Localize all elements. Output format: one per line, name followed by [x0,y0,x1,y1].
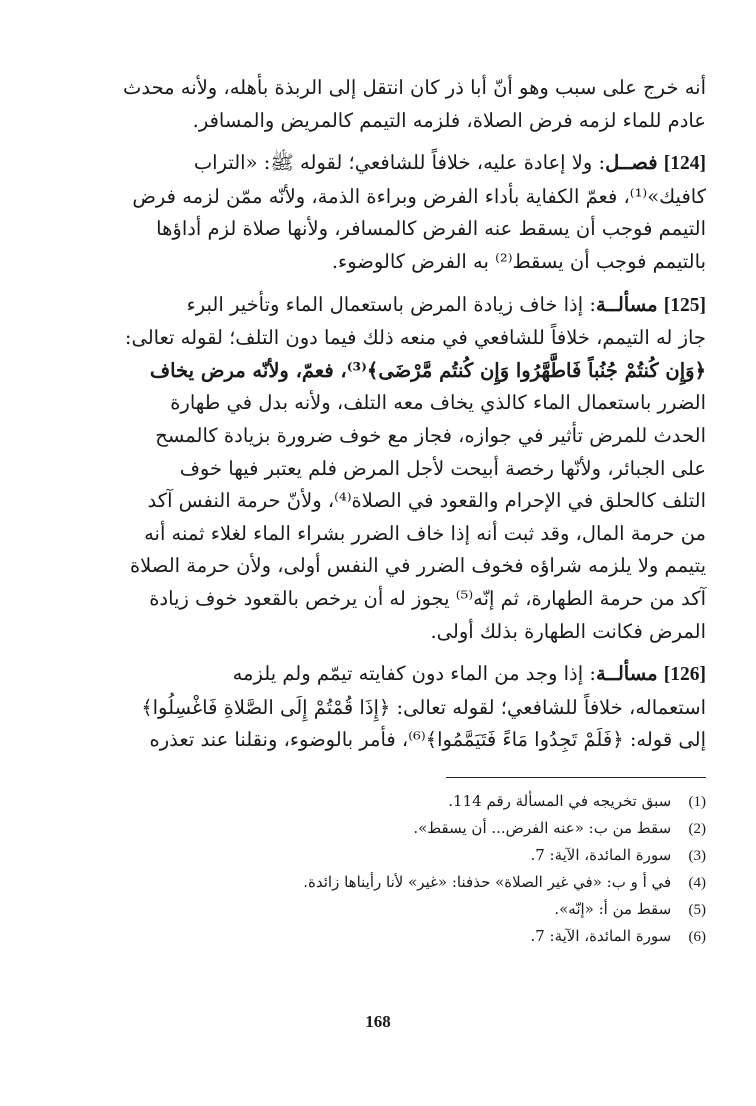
text-line: يتيمم ولا يلزمه شراؤه فخوف الضرر في النفس أولى، ولأن حرمة الصلاة [129,554,706,578]
footnote-text: في أ و ب: «في غير الصلاة» حذفنا: «غير» لأنا رأيناها زائدة. [303,872,672,891]
text-line: إلى قوله: ﴿فَلَمْ تَجِدُوا مَاءً فَتَيَمَّمُوا﴾⁽⁶⁾، فأمر بالوضوء، ونقلنا عند تعذره [149,728,706,752]
footnote [70,842,706,869]
text-segment: : إذا خاف زيادة المرض باستعمال الماء وتأخير البرء [186,292,596,316]
text-line: من حرمة المال، وقد ثبت أنه إذا خاف الضرر بشراء الماء لغلاء ثمنه أنه [144,521,706,545]
footnote [70,923,706,950]
text-line: على الجبائر، ولأنّها رخصة أبيحت لأجل المرض فلم يعتبر فيها خوف [179,456,706,480]
footnote [70,896,706,923]
quran-verse-line: ﴿وَإِن كُنتُمْ جُنُباً فَاطَّهَّرُوا وَإِن كُنتُم مَّرْضَى﴾⁽³⁾، فعمّ، ولأنّه مرض يخاف [149,358,706,382]
footnote-number: (5) [688,901,706,918]
main-text [70,72,706,757]
text-segment: : إذا وجد من الماء دون كفايته تيمّم ولم يلزمه [232,662,596,686]
paragraph-124 [70,147,706,278]
footnote-text: سورة المائدة، الآية: 7. [530,845,672,864]
footnote-text: سقط من ب: «عنه الفرض... أن يسقط». [413,818,672,837]
text-line: بالتيمم فوجب أن يسقط⁽²⁾ به الفرض كالوضوء. [331,249,706,273]
section-heading: فصــل [605,151,658,175]
footnote-divider [446,777,706,778]
text-line: التيمم فوجب أن يسقط عنه الفرض كالمسافر، ولأنها صلاة لزم أداؤها [156,217,706,241]
text-line: جاز له التيمم، خلافاً للشافعي في منعه ذلك فيما دون التلف؛ لقوله تعالى: [124,326,706,350]
issue-number: [125] [663,294,706,316]
text-segment: : ولا إعادة عليه، خلافاً للشافعي؛ لقوله ﷺ: «التراب [193,151,606,175]
footnote-number: (3) [688,847,706,864]
footnote-number: (4) [688,874,706,891]
issue-number: [124] [663,153,706,175]
footnote [70,788,706,815]
footnote-text: سورة المائدة، الآية: 7. [530,926,672,945]
text-line: آكد من حرمة الطهارة، ثم إنّه⁽⁵⁾ يجوز له أن يرخص بالقعود خوف زيادة [149,586,706,610]
text-line: استعماله، خلافاً للشافعي؛ لقوله تعالى: ﴿إِذَا قُمْتُمْ إِلَى الصَّلاةِ فَاغْسِلُوا﴾ [141,695,706,719]
text-line: أنه خرج على سبب وهو أنّ أبا ذر كان انتقل إلى الربذة بأهله، ولأنه محدث [122,76,706,99]
page-number: 168 [365,1012,391,1031]
footnote-number: (1) [688,793,706,810]
issue-number: [126] [663,664,706,686]
paragraph-1 [70,72,706,137]
text-line: كافيك»⁽¹⁾، فعمّ الكفاية بأداء الفرض وبراءة الذمة، ولأنّه ممّن لزمه فرض [132,184,706,208]
text-line: المرض فكانت الطهارة بذلك أولى. [430,619,706,643]
text-line [70,147,706,181]
footnotes [70,788,706,950]
footnote-text: سقط من أ: «إنّه». [554,899,672,918]
section-heading: مسألــة [595,292,658,316]
footnote-text: سبق تخريجه في المسألة رقم 114. [448,791,672,810]
paragraph-125 [70,289,706,649]
text-line [70,289,706,323]
footnote-number: (2) [688,820,706,837]
footnote-number: (6) [688,928,706,945]
text-line: عادم للماء لزمه فرض الصلاة، فلزمه التيمم كالمريض والمسافر. [192,108,706,132]
text-line: الحدث للمرض تأثير في جوازه، فجاز مع خوف ضرورة بزيادة كالمسح [155,423,706,447]
paragraph-126 [70,658,706,757]
section-heading: مسألــة [595,662,658,686]
footnote [70,869,706,896]
text-line: الضرر باستعمال الماء كالذي يخاف معه التلف، ولأنه بدل في طهارة [170,391,706,415]
text-line: التلف كالحلق في الإحرام والقعود في الصلاة⁽⁴⁾، ولأنّ حرمة النفس آكد [147,489,706,513]
footnote [70,815,706,842]
text-line [70,658,706,692]
